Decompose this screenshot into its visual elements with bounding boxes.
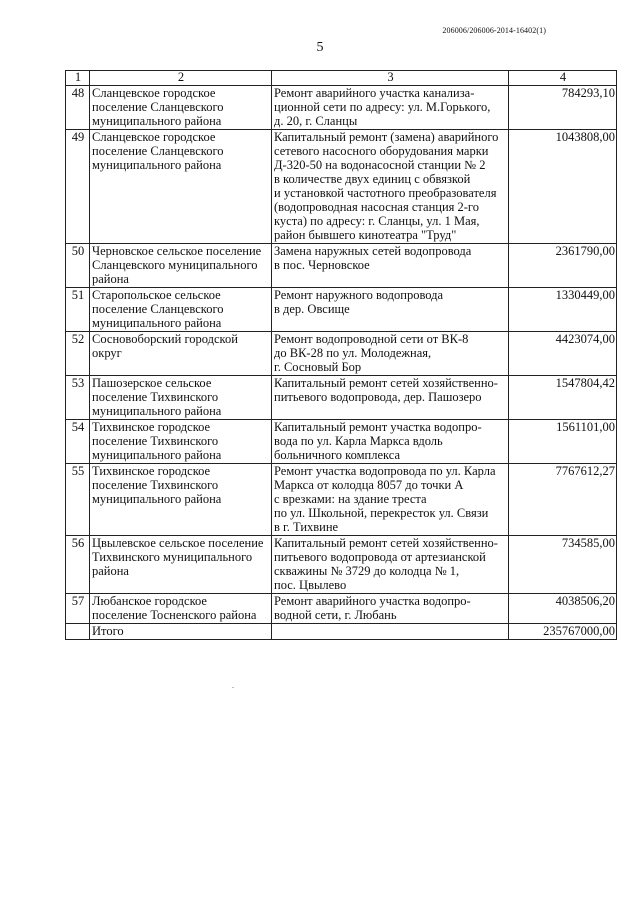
amount-cell: 4423074,00 [509, 332, 617, 376]
municipality-cell: Сланцевское городское поселение Сланцевского муниципального района [90, 130, 272, 244]
work-description-cell: Ремонт участка водопровода по ул. Карла Маркса от колодца 8057 до точки А с врезками: на здание треста по ул. Школьной, перекресток ул. Связи в г. Тихвине [272, 464, 509, 536]
amount-cell: 734585,00 [509, 536, 617, 594]
amount-cell: 784293,10 [509, 86, 617, 130]
col-header-1: 1 [66, 71, 90, 86]
work-description-cell: Ремонт аварийного участка водопро- водной сети, г. Любань [272, 594, 509, 624]
column-number-row [66, 71, 617, 86]
amount-cell: 1561101,00 [509, 420, 617, 464]
row-number: 52 [66, 332, 90, 376]
total-label: Итого [90, 624, 272, 640]
total-amount: 235767000,00 [509, 624, 617, 640]
table-row [66, 332, 617, 376]
municipality-cell: Старопольское сельское поселение Сланцевского муниципального района [90, 288, 272, 332]
total-empty-cell [66, 624, 90, 640]
total-empty-cell [272, 624, 509, 640]
work-description-cell: Ремонт аварийного участка канализа- ционной сети по адресу: ул. М.Горького, д. 20, г. Сланцы [272, 86, 509, 130]
row-number: 55 [66, 464, 90, 536]
work-description-cell: Капитальный ремонт участка водопро- вода по ул. Карла Маркса вдоль больничного комплекса [272, 420, 509, 464]
row-number: 49 [66, 130, 90, 244]
work-description-cell: Ремонт наружного водопровода в дер. Овсище [272, 288, 509, 332]
municipality-cell: Сланцевское городское поселение Сланцевского муниципального района [90, 86, 272, 130]
municipality-cell: Любанское городское поселение Тосненского района [90, 594, 272, 624]
funding-table [65, 70, 617, 640]
amount-cell: 1547804,42 [509, 376, 617, 420]
work-description-cell: Капитальный ремонт сетей хозяйственно- питьевого водопровода от артезианской скважины № 3729 до колодца № 1, пос. Цвылево [272, 536, 509, 594]
page-number: 5 [316, 40, 324, 55]
row-number: 50 [66, 244, 90, 288]
municipality-cell: Пашозерское сельское поселение Тихвинского муниципального района [90, 376, 272, 420]
amount-cell: 7767612,27 [509, 464, 617, 536]
amount-cell: 4038506,20 [509, 594, 617, 624]
municipality-cell: Тихвинское городское поселение Тихвинского муниципального района [90, 464, 272, 536]
work-description-cell: Замена наружных сетей водопровода в пос. Черновское [272, 244, 509, 288]
scan-speck [232, 687, 234, 688]
row-number: 48 [66, 86, 90, 130]
col-header-4: 4 [509, 71, 617, 86]
table-row [66, 130, 617, 244]
row-number: 56 [66, 536, 90, 594]
amount-cell: 1330449,00 [509, 288, 617, 332]
municipality-cell: Тихвинское городское поселение Тихвинского муниципального района [90, 420, 272, 464]
amount-cell: 2361790,00 [509, 244, 617, 288]
municipality-cell: Черновское сельское поселение Сланцевского муниципального района [90, 244, 272, 288]
row-number: 54 [66, 420, 90, 464]
municipality-cell: Цвылевское сельское поселение Тихвинского муниципального района [90, 536, 272, 594]
municipality-cell: Сосновоборский городской округ [90, 332, 272, 376]
document-id: 206006/206006-2014-16402(1) [442, 26, 546, 35]
row-number: 51 [66, 288, 90, 332]
row-number: 57 [66, 594, 90, 624]
col-header-3: 3 [272, 71, 509, 86]
col-header-2: 2 [90, 71, 272, 86]
table-row [66, 594, 617, 624]
table-row [66, 464, 617, 536]
table-row [66, 86, 617, 130]
amount-cell: 1043808,00 [509, 130, 617, 244]
work-description-cell: Капитальный ремонт (замена) аварийного сетевого насосного оборудования марки Д-320-50 на водонасосной станции № 2 в количестве двух единиц с обвязкой и установкой частотного преобразователя (водопроводная насосная станция 2-го куста) по адресу: г. Сланцы, ул. 1 Мая, район бывшего кинотеатра "Труд" [272, 130, 509, 244]
work-description-cell: Капитальный ремонт сетей хозяйственно- питьевого водопровода, дер. Пашозеро [272, 376, 509, 420]
row-number: 53 [66, 376, 90, 420]
table-row [66, 244, 617, 288]
table-row [66, 288, 617, 332]
table-row [66, 420, 617, 464]
table-row [66, 536, 617, 594]
work-description-cell: Ремонт водопроводной сети от ВК-8 до ВК-28 по ул. Молодежная, г. Сосновый Бор [272, 332, 509, 376]
total-row [66, 624, 617, 640]
table-row [66, 376, 617, 420]
